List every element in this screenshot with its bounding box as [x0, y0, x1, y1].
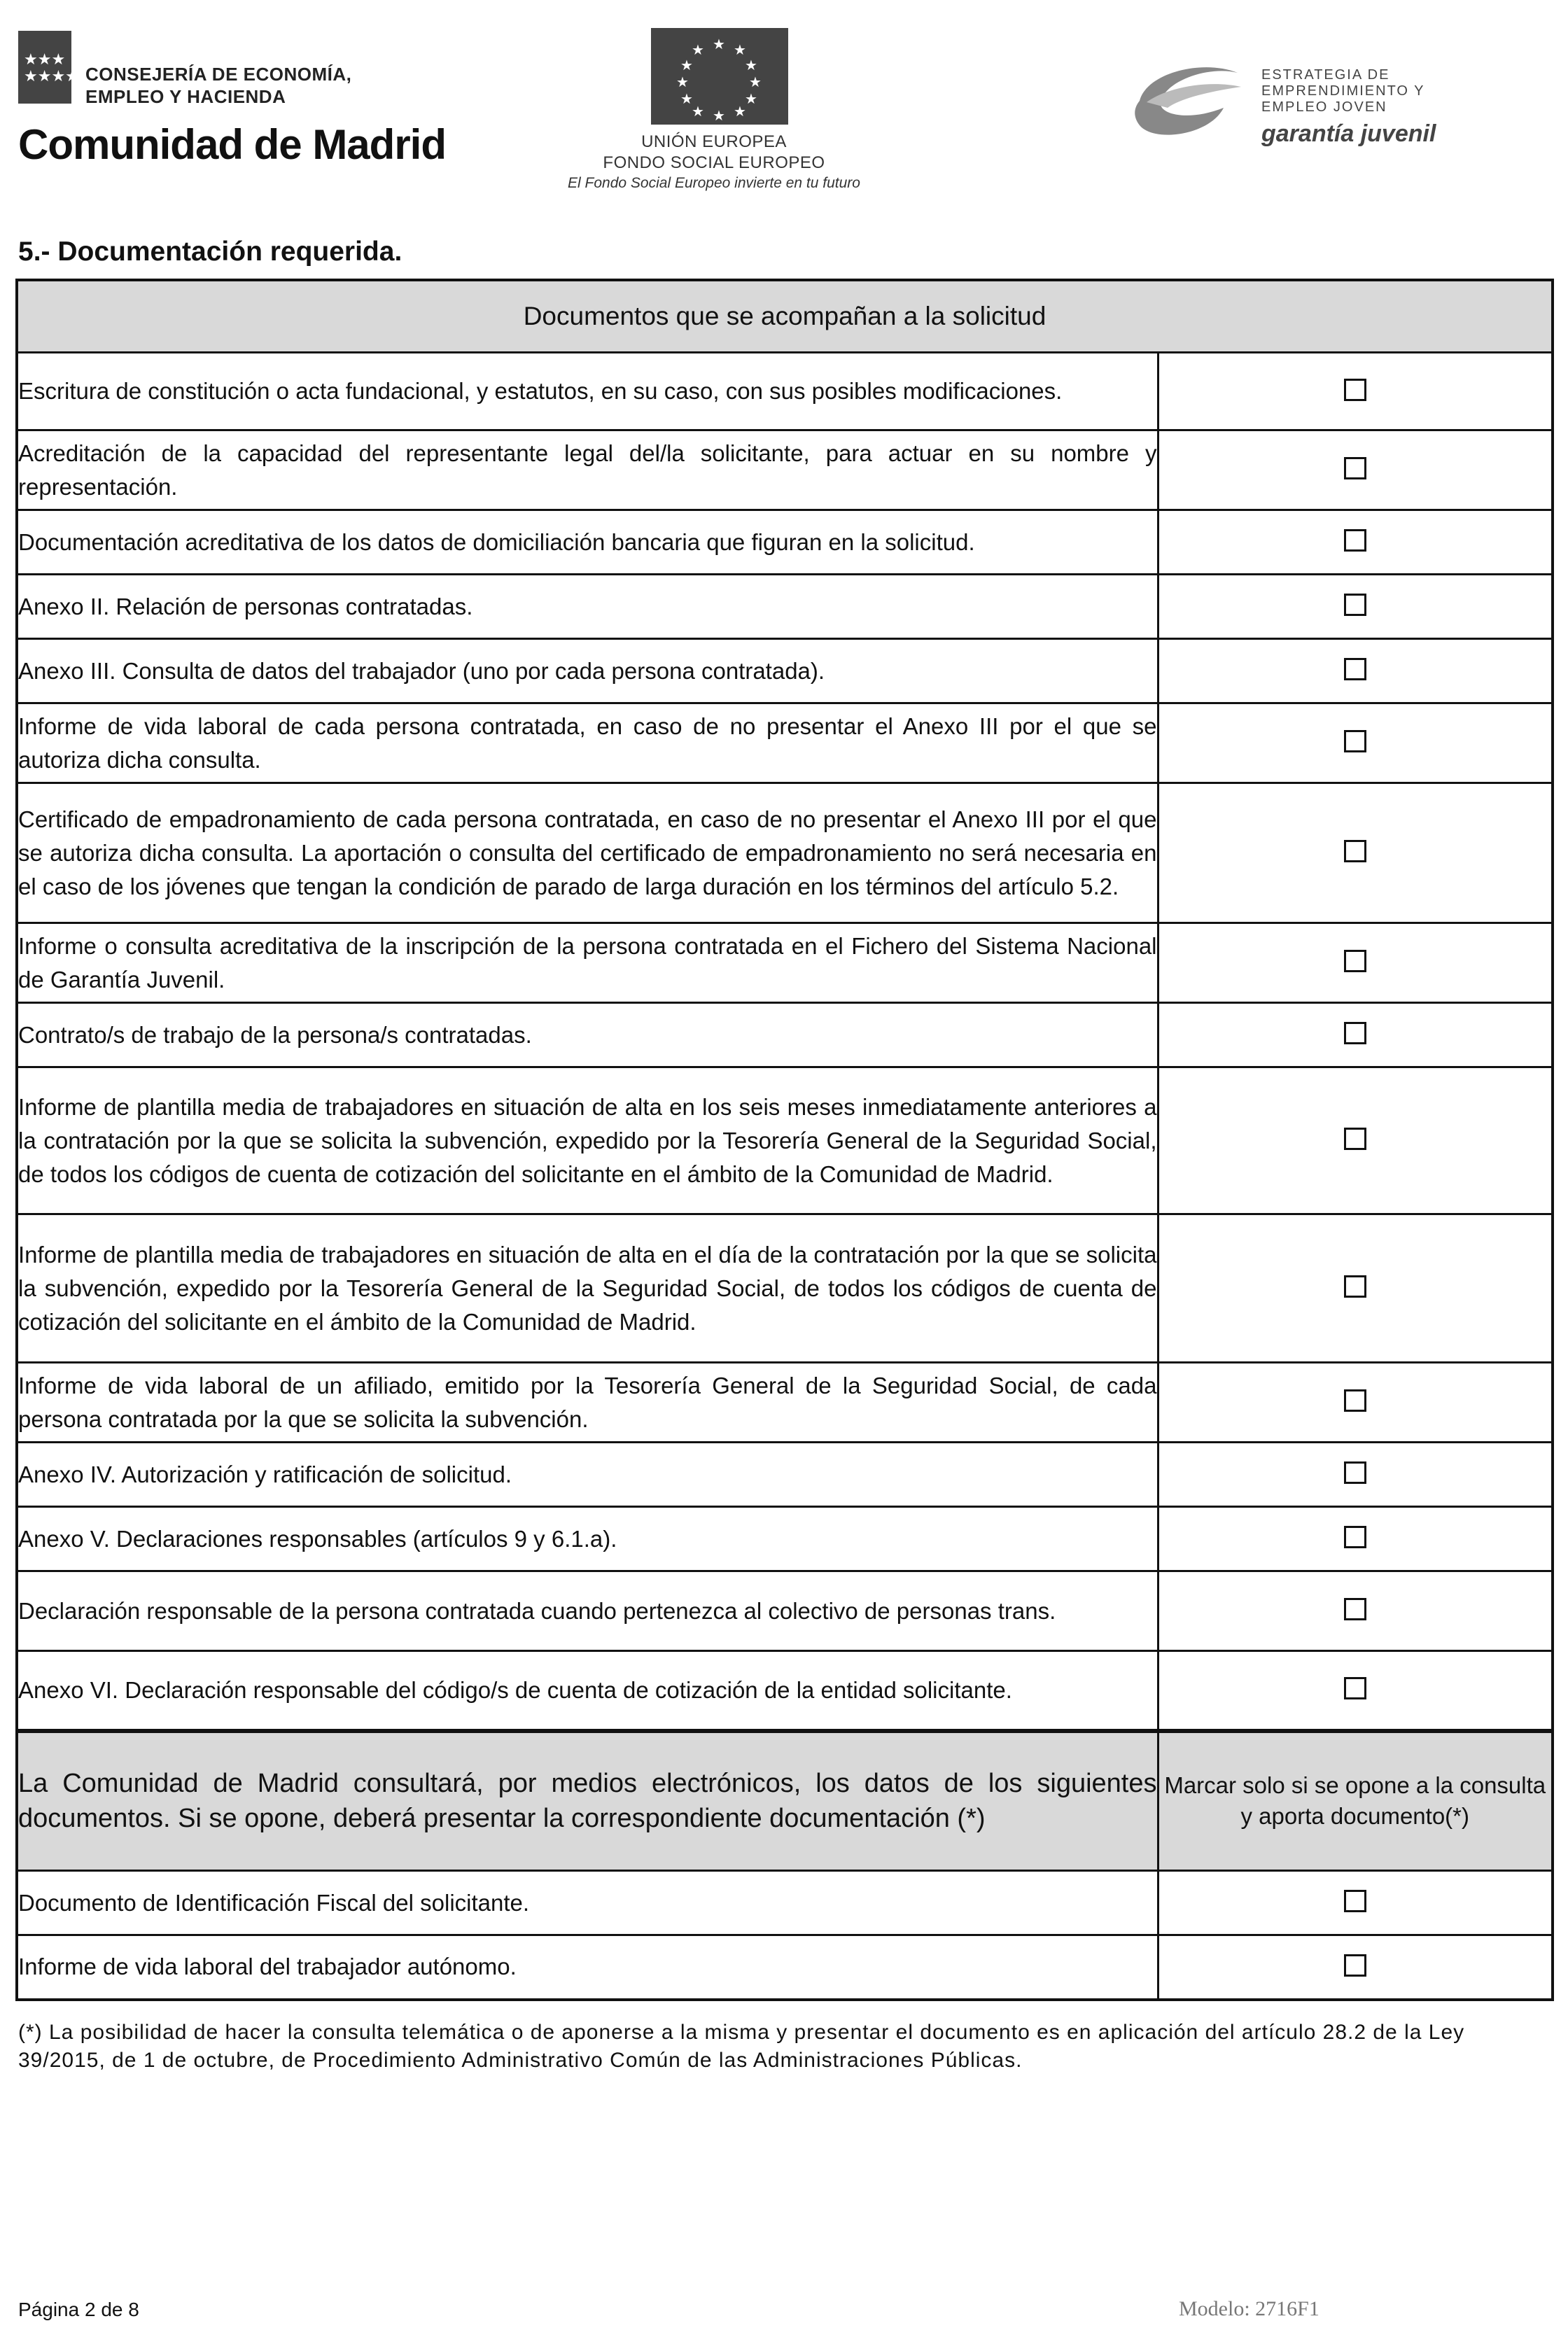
- document-label: Acreditación de la capacidad del representante legal del/la solicitante, para actuar en su nombre y representación.: [17, 430, 1158, 510]
- document-checkbox-cell: [1158, 783, 1553, 923]
- document-label: Informe o consulta acreditativa de la inscripción de la persona contratada en el Fichero del Sistema Nacional de Garantía Juvenil.: [17, 923, 1158, 1003]
- table-row: [17, 1443, 1553, 1507]
- consult-document-label: Informe de vida laboral del trabajador autónomo.: [17, 1935, 1158, 2000]
- table-row: [17, 703, 1553, 783]
- comunidad-madrid-logo: [18, 31, 446, 171]
- document-label: Informe de plantilla media de trabajadores en situación de alta en el día de la contratación por la que se solicita la subvención, expedido por la Tesorería General de la Seguridad Social, de todos los códigos de cuenta de cotización del solicitante en el ámbito de la Comunidad de Madrid.: [17, 1214, 1158, 1363]
- document-label: Certificado de empadronamiento de cada persona contratada, en caso de no presentar el Anexo III por el que se autoriza dicha consulta. La aportación o consulta del certificado de empadronamiento no será necesaria en el caso de los jóvenes que tengan la condición de parado de larga duración en los términos del artículo 5.2.: [17, 783, 1158, 923]
- garantia-juvenil-swoosh-icon: [1126, 59, 1245, 157]
- document-checkbox-cell: [1158, 1363, 1553, 1443]
- department-line-1: CONSEJERÍA DE ECONOMÍA,: [85, 64, 352, 85]
- document-checkbox-cell: [1158, 1214, 1553, 1363]
- document-checkbox-cell: [1158, 1651, 1553, 1731]
- consult-document-label: Documento de Identificación Fiscal del solicitante.: [17, 1871, 1158, 1935]
- eu-motto: El Fondo Social Europeo invierte en tu futuro: [568, 175, 860, 191]
- document-checkbox[interactable]: [1344, 1128, 1366, 1150]
- document-checkbox[interactable]: [1344, 594, 1366, 616]
- consult-notice: La Comunidad de Madrid consultará, por medios electrónicos, los datos de los siguientes documentos. Si se opone, deberá presentar la correspondiente documentación (*): [17, 1731, 1158, 1871]
- consult-checkbox[interactable]: [1344, 1954, 1366, 1977]
- comunidad-madrid-name: Comunidad de Madrid: [18, 121, 446, 168]
- document-label: Anexo IV. Autorización y ratificación de solicitud.: [17, 1443, 1158, 1507]
- document-checkbox[interactable]: [1344, 1275, 1366, 1298]
- document-checkbox-cell: [1158, 510, 1553, 575]
- consult-header-row: [17, 1731, 1553, 1871]
- table-row: [17, 1363, 1553, 1443]
- department-line-2: EMPLEO Y HACIENDA: [85, 86, 286, 107]
- table-row: [17, 353, 1553, 430]
- document-checkbox[interactable]: [1344, 950, 1366, 972]
- eu-line-2: FONDO SOCIAL EUROPEO: [603, 153, 825, 172]
- eu-line-1: UNIÓN EUROPEA: [641, 132, 787, 151]
- document-label: Anexo III. Consulta de datos del trabajador (uno por cada persona contratada).: [17, 639, 1158, 703]
- table-row: [17, 1214, 1553, 1363]
- document-label: Declaración responsable de la persona contratada cuando pertenezca al colectivo de personas trans.: [17, 1571, 1158, 1651]
- document-checkbox-cell: [1158, 923, 1553, 1003]
- consult-column-header: Marcar solo si se opone a la consulta y aporta documento(*): [1158, 1731, 1553, 1871]
- table-row: [17, 1507, 1553, 1571]
- document-checkbox[interactable]: [1344, 1598, 1366, 1620]
- document-checkbox[interactable]: [1344, 1677, 1366, 1699]
- section-title: 5.- Documentación requerida.: [18, 237, 402, 267]
- document-checkbox[interactable]: [1344, 457, 1366, 479]
- document-checkbox[interactable]: [1344, 1526, 1366, 1548]
- consult-checkbox-cell: [1158, 1871, 1553, 1935]
- consult-checkbox-cell: [1158, 1935, 1553, 2000]
- union-europea-logo: [546, 28, 882, 203]
- document-checkbox[interactable]: [1344, 730, 1366, 752]
- document-checkbox[interactable]: [1344, 840, 1366, 862]
- department-name: [85, 63, 407, 108]
- madrid-flag-icon: ★★★ ★★★★: [18, 31, 71, 104]
- document-checkbox[interactable]: [1344, 658, 1366, 680]
- document-checkbox[interactable]: [1344, 1461, 1366, 1484]
- document-label: Anexo VI. Declaración responsable del código/s de cuenta de cotización de la entidad solicitante.: [17, 1651, 1158, 1731]
- document-checkbox-cell: [1158, 1507, 1553, 1571]
- document-checkbox[interactable]: [1344, 529, 1366, 552]
- page-number: Página 2 de 8: [18, 2299, 139, 2320]
- table-row: [17, 1571, 1553, 1651]
- document-label: Anexo II. Relación de personas contratadas.: [17, 575, 1158, 639]
- document-checkbox-cell: [1158, 1003, 1553, 1067]
- document-label: Informe de vida laboral de cada persona contratada, en caso de no presentar el Anexo III por el que se autoriza dicha consulta.: [17, 703, 1158, 783]
- document-label: Contrato/s de trabajo de la persona/s contratadas.: [17, 1003, 1158, 1067]
- table-row: [17, 923, 1553, 1003]
- document-label: Anexo V. Declaraciones responsables (artículos 9 y 6.1.a).: [17, 1507, 1158, 1571]
- table-row: [17, 510, 1553, 575]
- documents-table: [15, 279, 1554, 2001]
- garantia-juvenil-strategy: [1261, 67, 1513, 115]
- table-row: [17, 575, 1553, 639]
- document-checkbox-cell: [1158, 353, 1553, 430]
- garantia-juvenil-logo: [1120, 56, 1512, 168]
- eu-text: [546, 132, 882, 174]
- table-row: [17, 430, 1553, 510]
- document-checkbox-cell: [1158, 1443, 1553, 1507]
- document-label: Escritura de constitución o acta fundacional, y estatutos, en su caso, con sus posibles modificaciones.: [17, 353, 1158, 430]
- document-label: Documentación acreditativa de los datos de domiciliación bancaria que figuran en la solicitud.: [17, 510, 1158, 575]
- table-row: [17, 1067, 1553, 1214]
- table-row: [17, 1935, 1553, 2000]
- consult-checkbox[interactable]: [1344, 1890, 1366, 1912]
- document-label: Informe de plantilla media de trabajadores en situación de alta en los seis meses inmediatamente anteriores a la contratación por la que se solicita la subvención, expedido por la Tesorería General de la Seguridad Social, de todos los códigos de cuenta de cotización del solicitante en el ámbito de la Comunidad de Madrid.: [17, 1067, 1158, 1214]
- gj-line-3: EMPLEO JOVEN: [1261, 99, 1387, 115]
- document-checkbox-cell: [1158, 430, 1553, 510]
- document-checkbox[interactable]: [1344, 1389, 1366, 1412]
- table-row: [17, 639, 1553, 703]
- document-checkbox-cell: [1158, 575, 1553, 639]
- document-checkbox-cell: [1158, 1067, 1553, 1214]
- table-row: [17, 1003, 1553, 1067]
- model-code: Modelo: 2716F1: [1179, 2297, 1320, 2320]
- footnote: (*) La posibilidad de hacer la consulta telemática o de aponerse a la misma y presentar el documento es en aplicación del artículo 28.2 de la Ley 39/2015, de 1 de octubre, de Procedimiento Administrativo Común de las Administraciones Públicas.: [18, 2021, 1465, 2072]
- document-checkbox-cell: [1158, 703, 1553, 783]
- document-checkbox-cell: [1158, 639, 1553, 703]
- document-checkbox-cell: [1158, 1571, 1553, 1651]
- document-label: Informe de vida laboral de un afiliado, emitido por la Tesorería General de la Seguridad Social, de cada persona contratada por la que se solicita la subvención.: [17, 1363, 1158, 1443]
- garantia-juvenil-tagline: garantía juvenil: [1261, 120, 1436, 147]
- eu-flag-icon: ★ ★ ★ ★ ★ ★ ★ ★ ★ ★ ★ ★: [651, 28, 788, 125]
- gj-line-2: EMPRENDIMIENTO Y: [1261, 83, 1425, 99]
- gj-line-1: ESTRATEGIA DE: [1261, 67, 1390, 83]
- document-checkbox[interactable]: [1344, 1022, 1366, 1044]
- table-row: [17, 1651, 1553, 1731]
- documents-table-header: Documentos que se acompañan a la solicitud: [17, 280, 1553, 353]
- document-checkbox[interactable]: [1344, 379, 1366, 401]
- table-row: [17, 1871, 1553, 1935]
- table-row: [17, 783, 1553, 923]
